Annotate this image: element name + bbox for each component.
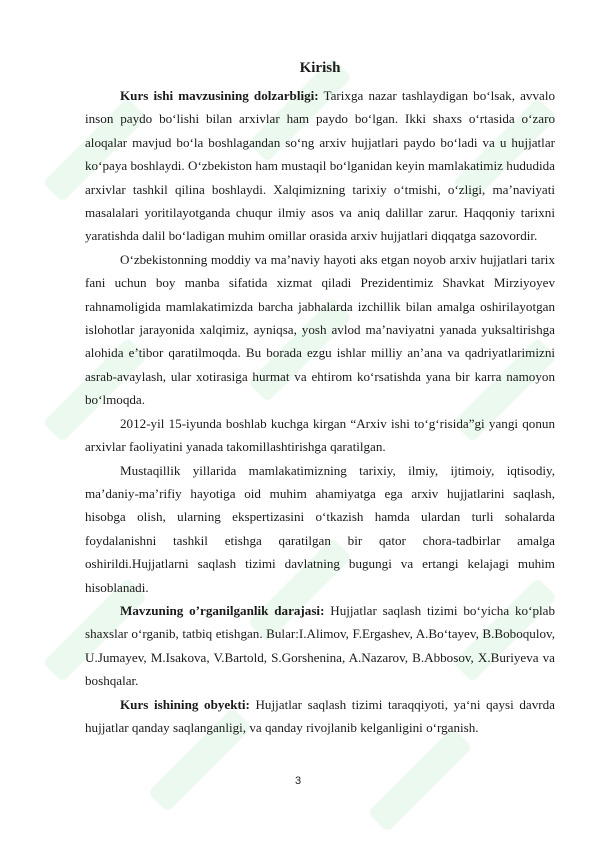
paragraph-object bbox=[85, 693, 555, 740]
paragraph-independence bbox=[85, 459, 555, 599]
paragraph-text: Hujjatlar saqlash tizimi bo‘yicha ko‘plab shaxslar o‘rganib, tatbiq etishgan. Bular:I.Alimov, F.Ergashev, A.Bo‘tayev, B.Boboqulov, U.Jumayev, M.Isakova, V.Bartold, S.Gorshenina, A.Nazarov, B.Abbosov, X.Buriyeva va boshqalar. bbox=[85, 602, 555, 689]
paragraph-text: 2012-yil 15-iyunda boshlab kuchga kirgan “Arxiv ishi to‘g‘risida”gi yangi qonun arxivlar faoliyatini yanada takomillashtirishga qaratilgan. bbox=[85, 415, 555, 455]
paragraph-text: Hujjatlar saqlash tizimi taraqqiyoti, ya‘ni qaysi davrda hujjatlar qanday saqlanganligi, va qanday rivojlanib kelganligini o‘rganish. bbox=[85, 696, 555, 735]
page-title: Kirish bbox=[299, 60, 341, 76]
paragraph-law bbox=[85, 412, 555, 459]
paragraph-text: Tarixga nazar tashlaydigan bo‘lsak, avvalo inson paydo bo‘lishi bilan arxivlar ham paydo bo‘lgan. Ikki shaxs o‘rtasida o‘zaro aloqalar mavjud bo‘la boshlagandan so‘ng arxiv hujjatlari paydo bo‘ladi va u hujjatlar ko‘paya boshlaydi. O‘zbekiston ham mustaqil bo‘lganidan keyin mamlakatimiz hududida arxivlar tashkil qilina boshlaydi. Xalqimizning tarixiy o‘tmishi, o‘zligi, ma’naviyati masalalari yoritilayotganda chuqur ilmiy asos va aniq dalillar zarur. Haqqoniy tarixni yaratishda dalil bo‘ladigan muhim omillar orasida arxiv hujjatlari diqqatga sazovordir. bbox=[85, 88, 556, 244]
paragraph-lead: Kurs ishining obyekti: bbox=[120, 696, 250, 712]
document-page bbox=[85, 58, 555, 739]
paragraph-lead: Mavzuning o’rganilganlik darajasi: bbox=[120, 602, 325, 618]
paragraph-text: O‘zbekistonning moddiy va ma’naviy hayoti aks etgan noyob arxiv hujjatlari tarix fani uchun boy manba sifatida xizmat qiladi Prezidentimiz Shavkat Mirziyoyev rahnamoligida mamlakatimizda barcha jabhalarda izchillik bilan amalga oshirilayotgan islohotlar jarayonida xalqimiz, ayniqsa, yosh avlod ma’naviyatni yanada yuksaltirishga alohida e’tibor qaratilmoqda. Bu borada ezgu ishlar milliy an’ana va qadriyatlarimizni asrab-avaylash, ular xotirasiga hurmat va ehtirom ko‘rsatishda yana bir karra namoyon bo‘lmoqda. bbox=[85, 251, 555, 408]
page-number: 3 bbox=[294, 775, 302, 787]
paragraph-study-level bbox=[85, 599, 555, 693]
paragraph-relevance bbox=[85, 84, 555, 248]
paragraph-lead: Kurs ishi mavzusining dolzarbligi: bbox=[120, 88, 319, 103]
paragraph-text: Mustaqillik yillarida mamlakatimizning tarixiy, ilmiy, ijtimoiy, iqtisodiy, ma’daniy-ma’rifiy hayotiga oid muhim ahamiyatga ega arxiv hujjatlarini saqlash, hisobga olish, ularning ekspertizasini o‘tkazish hamda ulardan turli sohalarda foydalanishni tashkil etishga qaratilgan bir qator chora-tadbirlar amalga oshirildi.Hujjatlarni saqlash tizimi davlatning bugungi va ertangi kelajagi muhim hisoblanadi. bbox=[85, 462, 555, 595]
paragraph-archives bbox=[85, 248, 555, 412]
